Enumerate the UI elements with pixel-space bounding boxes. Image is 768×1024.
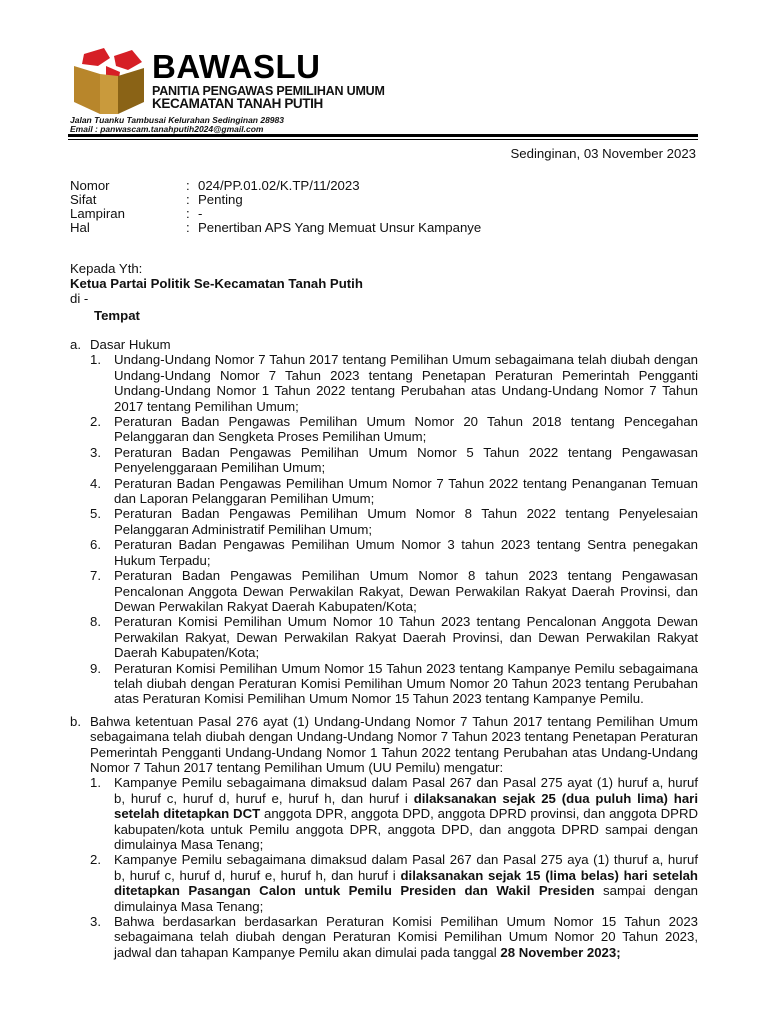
- email-line: Email : panwascam.tanahputih2024@gmail.com: [70, 124, 264, 134]
- list-item-text: Peraturan Badan Pengawas Pemilihan Umum Nomor 8 tahun 2023 tentang Pengawasan Pencalonan Anggota Dewan Perwakilan Rakyat, Dewan Perwakilan Rakyat Daerah Provinsi, dan Dewan Perwakilan Rakyat Daerah Kabupaten/Kota;: [114, 568, 698, 614]
- meta-colon: :: [186, 220, 190, 235]
- meta-value: -: [198, 206, 203, 221]
- meta-key: Hal: [70, 220, 90, 235]
- header-rule-thick: [68, 134, 698, 137]
- list-item: 1. Kampanye Pemilu sebagaimana dimaksud dalam Pasal 267 dan Pasal 275 ayat (1) huruf a, huruf b, huruf c, huruf d, huruf e, huruf h, dan huruf i dilaksanakan sejak 25 (dua puluh lima) hari setelah ditetapkan DCT anggota DPR, anggota DPD, anggota DPRD provinsi, dan anggota DPRD kabupaten/kota untuk Pemilu anggota DPR, anggota DPD, dan anggota DPRD sampai dengan dimulainya Masa Tenang;: [90, 775, 698, 852]
- list-item-text: Kampanye Pemilu sebagaimana dimaksud dalam Pasal 267 dan Pasal 275 aya (1) thuruf a, huruf b, huruf c, huruf d, huruf e, huruf h, dan huruf i dilaksanakan sejak 15 (lima belas) hari setelah ditetapkan Pasangan Calon untuk Pemilu Presiden dan Wakil Presiden sampai dengan dimulainya Masa Tenang;: [114, 852, 698, 914]
- meta-row: [70, 206, 481, 220]
- list-item: 9. Peraturan Komisi Pemilihan Umum Nomor 15 Tahun 2023 tentang Kampanye Pemilu sebagaimana telah diubah dengan Peraturan Komisi Pemilihan Umum Nomor 20 Tahun 2023 tentang Perubahan atas Peraturan Komisi Pemilihan Umum Nomor 15 Tahun 2023 tentang Kampanye Pemilu.: [90, 660, 698, 707]
- letter-body: [70, 337, 698, 960]
- list-item: 7. Peraturan Badan Pengawas Pemilihan Umum Nomor 8 tahun 2023 tentang Pengawasan Pencalonan Anggota Dewan Perwakilan Rakyat, Dewan Perwakilan Rakyat Daerah Provinsi, dan Dewan Perwakilan Rakyat Daerah Kabupaten/Kota;: [90, 568, 698, 614]
- section-content: [90, 337, 698, 707]
- addressee-block: [70, 261, 363, 323]
- legal-basis-list: [90, 352, 698, 706]
- section-label: a.: [70, 337, 81, 352]
- list-item: 6. Peraturan Badan Pengawas Pemilihan Umum Nomor 3 tahun 2023 tentang Sentra penegakan Hukum Terpadu;: [90, 537, 698, 568]
- meta-value: 024/PP.01.02/K.TP/11/2023: [198, 178, 360, 193]
- list-item: 1. Undang-Undang Nomor 7 Tahun 2017 tentang Pemilihan Umum sebagaimana telah diubah dengan Undang-Undang Nomor 7 Tahun 2023 tentang Penetapan Peraturan Pemerintah Pengganti Undang-Undang Nomor 1 Tahun 2022 tentang Perubahan atas Undang-Undang Nomor 7 Tahun 2017 tentang Pemilihan Umum;: [90, 352, 698, 414]
- list-item: 2. Kampanye Pemilu sebagaimana dimaksud dalam Pasal 267 dan Pasal 275 aya (1) thuruf a, huruf b, huruf c, huruf d, huruf e, huruf h, dan huruf i dilaksanakan sejak 15 (lima belas) hari setelah ditetapkan Pasangan Calon untuk Pemilu Presiden dan Wakil Presiden sampai dengan dimulainya Masa Tenang;: [90, 852, 698, 914]
- section-a: [70, 337, 698, 707]
- letter-date: Sedinginan, 03 November 2023: [510, 146, 696, 161]
- section-label: b.: [70, 713, 81, 729]
- section-intro: Bahwa ketentuan Pasal 276 ayat (1) Undang-Undang Nomor 7 Tahun 2017 tentang Pemilihan Umum sebagaimana telah diubah dengan Undang-Undang Nomor 7 Tahun 2023 tentang Penetapan Peraturan Pemerintah Pengganti Undang-Undang Nomor 1 Tahun 2022 tentang Perubahan atas Undang-Undang Nomor 7 Tahun 2017 tentang Pemilihan Umum (UU Pemilu) mengatur:: [90, 713, 698, 775]
- provisions-list: [90, 775, 698, 960]
- recipient: Ketua Partai Politik Se-Kecamatan Tanah Putih: [70, 276, 363, 291]
- meta-colon: :: [186, 192, 190, 207]
- list-item: 3. Bahwa berdasarkan berdasarkan Peraturan Komisi Pemilihan Umum Nomor 15 Tahun 2023 sebagaimana telah diubah dengan Peraturan Komisi Pemilihan Umum Nomor 20 Tahun 2023, jadwal dan tahapan Kampanye Pemilu akan dimulai pada tanggal 28 November 2023;: [90, 914, 698, 960]
- meta-row: [70, 178, 481, 192]
- letter-meta: [70, 178, 481, 234]
- address-line: Jalan Tuanku Tambusai Kelurahan Sedinginan 28983: [70, 115, 284, 125]
- list-item: 2. Peraturan Badan Pengawas Pemilihan Umum Nomor 20 Tahun 2018 tentang Pencegahan Pelanggaran dan Sengketa Proses Pemilihan Umum;: [90, 414, 698, 445]
- bawaslu-logo-icon: [70, 44, 148, 116]
- brand-name: BAWASLU: [152, 48, 321, 85]
- list-item-text: Peraturan Badan Pengawas Pemilihan Umum Nomor 7 Tahun 2022 tentang Penanganan Temuan dan Laporan Pelanggaran Pemilihan Umum;: [114, 475, 698, 507]
- meta-row: [70, 192, 481, 206]
- di-label: di -: [70, 291, 89, 306]
- list-item: 3. Peraturan Badan Pengawas Pemilihan Umum Nomor 5 Tahun 2022 tentang Pengawasan Penyelenggaraan Pemilihan Umum;: [90, 444, 698, 476]
- section-title: Dasar Hukum: [90, 337, 171, 352]
- meta-key: Nomor: [70, 178, 110, 193]
- list-item-text: Peraturan Badan Pengawas Pemilihan Umum Nomor 8 Tahun 2022 tentang Penyelesaian Pelanggaran Administratif Pemilihan Umum;: [114, 506, 698, 537]
- list-item-text: Bahwa berdasarkan berdasarkan Peraturan Komisi Pemilihan Umum Nomor 15 Tahun 2023 sebagaimana telah diubah dengan Peraturan Komisi Pemilihan Umum Nomor 20 Tahun 2023, jadwal dan tahapan Kampanye Pemilu akan dimulai pada tanggal 28 November 2023;: [114, 914, 698, 960]
- place: Tempat: [94, 308, 140, 323]
- org-line-1: PANITIA PENGAWAS PEMILIHAN UMUM: [152, 84, 385, 98]
- list-item-text: Undang-Undang Nomor 7 Tahun 2017 tentang Pemilihan Umum sebagaimana telah diubah dengan Undang-Undang Nomor 7 Tahun 2023 tentang Penetapan Peraturan Pemerintah Pengganti Undang-Undang Nomor 1 Tahun 2022 tentang Perubahan atas Undang-Undang Nomor 7 Tahun 2017 tentang Pemilihan Umum;: [114, 352, 698, 414]
- org-address: [70, 116, 284, 134]
- list-item: 5. Peraturan Badan Pengawas Pemilihan Umum Nomor 8 Tahun 2022 tentang Penyelesaian Pelanggaran Administratif Pemilihan Umum;: [90, 506, 698, 537]
- meta-value: Penting: [198, 192, 243, 207]
- org-line-2: KECAMATAN TANAH PUTIH: [152, 96, 323, 111]
- list-item-text: Peraturan Badan Pengawas Pemilihan Umum Nomor 3 tahun 2023 tentang Sentra penegakan Hukum Terpadu;: [114, 537, 698, 568]
- list-item: 4. Peraturan Badan Pengawas Pemilihan Umum Nomor 7 Tahun 2022 tentang Penanganan Temuan dan Laporan Pelanggaran Pemilihan Umum;: [90, 475, 698, 507]
- meta-colon: :: [186, 206, 190, 221]
- meta-value: Penertiban APS Yang Memuat Unsur Kampanye: [198, 220, 482, 235]
- meta-key: Sifat: [70, 192, 97, 207]
- section-b: [70, 714, 698, 961]
- list-item-text: Peraturan Komisi Pemilihan Umum Nomor 10 Tahun 2023 tentang Pencalonan Anggota Dewan Perwakilan Rakyat, Dewan Perwakilan Rakyat Daerah Provinsi, dan Dewan Perwakilan Rakyat Daerah Kabupaten/Kota;: [114, 614, 698, 661]
- list-item-text: Peraturan Badan Pengawas Pemilihan Umum Nomor 20 Tahun 2018 tentang Pencegahan Pelanggaran dan Sengketa Proses Pemilihan Umum;: [114, 414, 698, 445]
- section-content: [90, 714, 698, 961]
- list-item-text: Peraturan Badan Pengawas Pemilihan Umum Nomor 5 Tahun 2022 tentang Pengawasan Penyelenggaraan Pemilihan Umum;: [114, 444, 698, 476]
- meta-colon: :: [186, 178, 190, 193]
- list-item: 8. Peraturan Komisi Pemilihan Umum Nomor 10 Tahun 2023 tentang Pencalonan Anggota Dewan Perwakilan Rakyat, Dewan Perwakilan Rakyat Daerah Provinsi, dan Dewan Perwakilan Rakyat Daerah Kabupaten/Kota;: [90, 614, 698, 661]
- meta-key: Lampiran: [70, 206, 125, 221]
- meta-row: [70, 220, 481, 234]
- list-item-text: Kampanye Pemilu sebagaimana dimaksud dalam Pasal 267 dan Pasal 275 ayat (1) huruf a, huruf b, huruf c, huruf d, huruf e, huruf h, dan huruf i dilaksanakan sejak 25 (dua puluh lima) hari setelah ditetapkan DCT anggota DPR, anggota DPD, anggota DPRD provinsi, dan anggota DPRD kabupaten/kota untuk Pemilu anggota DPR, anggota DPD, dan anggota DPRD sampai dengan dimulainya Masa Tenang;: [114, 775, 698, 852]
- list-item-text: Peraturan Komisi Pemilihan Umum Nomor 15 Tahun 2023 tentang Kampanye Pemilu sebagaimana telah diubah dengan Peraturan Komisi Pemilihan Umum Nomor 20 Tahun 2023 tentang Perubahan atas Peraturan Komisi Pemilihan Umum Nomor 15 Tahun 2023 tentang Kampanye Pemilu.: [114, 660, 698, 707]
- header-rule-thin: [68, 139, 698, 140]
- greeting: Kepada Yth:: [70, 261, 143, 276]
